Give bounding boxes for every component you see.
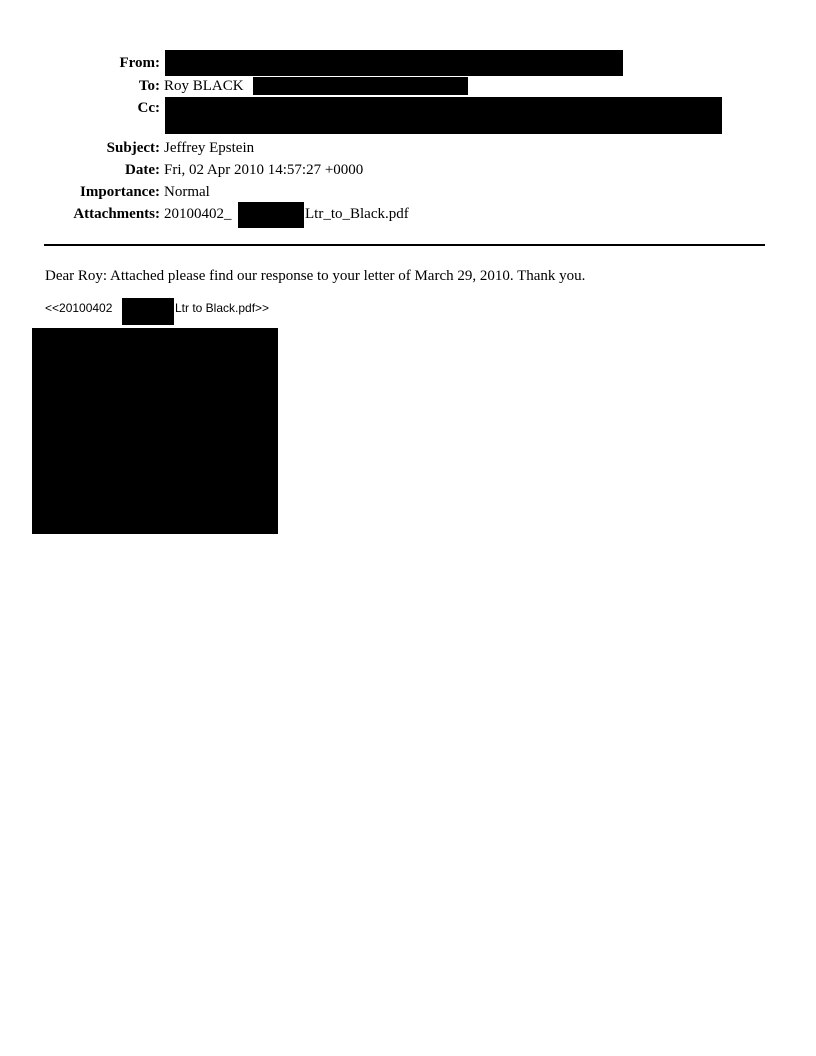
attachment-filename-suffix[interactable]: Ltr_to_Black.pdf <box>305 206 409 222</box>
attachment-filename-prefix[interactable]: 20100402_ <box>164 206 232 222</box>
date-value: Fri, 02 Apr 2010 14:57:27 +0000 <box>164 162 364 178</box>
to-label: To: <box>138 78 160 94</box>
importance-value: Normal <box>164 184 210 200</box>
header-divider <box>44 244 765 246</box>
importance-label: Importance: <box>80 184 160 200</box>
attachment-ref-prefix: <<20100402 <box>45 301 113 315</box>
attachments-label: Attachments: <box>73 206 160 222</box>
from-redaction <box>165 50 623 76</box>
to-email-redaction <box>253 77 468 95</box>
from-label: From: <box>119 55 160 71</box>
message-body: Dear Roy: Attached please find our response to your letter of March 29, 2010. Thank you. <box>45 268 586 284</box>
attachment-filename-redaction <box>238 202 304 228</box>
subject-label: Subject: <box>106 140 160 156</box>
date-label: Date: <box>125 162 160 178</box>
subject-value: Jeffrey Epstein <box>164 140 255 156</box>
cc-label: Cc: <box>137 100 160 116</box>
attachment-ref-suffix: Ltr to Black.pdf>> <box>175 301 270 315</box>
to-value: Roy BLACK <box>164 78 244 94</box>
cc-redaction <box>165 97 722 134</box>
attachment-ref-redaction <box>122 298 174 325</box>
signature-redaction-block <box>32 328 278 534</box>
